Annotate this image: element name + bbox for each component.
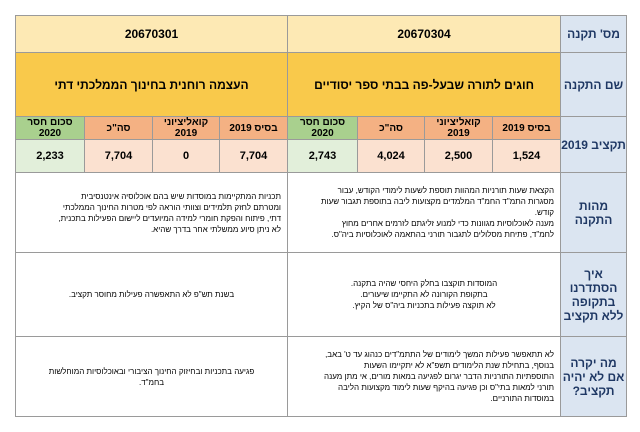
- item-2-shortfall-value: 2,233: [16, 140, 85, 173]
- tag-number-label: מס' תקנה: [561, 16, 627, 53]
- item-1-total-value: 4,024: [358, 140, 425, 173]
- budget-table-sheet: [15, 15, 626, 417]
- item-1-coping: [288, 253, 561, 337]
- item-2-nature: [16, 173, 288, 253]
- item-1-nature-line: לחמ"ד, פתיחת מסלולים לתגבור תורני בהתאמה לאוכלוסיות ביה"ס.: [331, 230, 555, 239]
- item-2-nature-line: לא ניתן סיוע ממשלתי אחר בדרך שהיא.: [150, 224, 282, 234]
- coping-label: איך הסתדרנו בתקופה ללא תקציב: [561, 253, 627, 337]
- item-2-consequence: [16, 337, 288, 417]
- coping-row: [16, 253, 627, 337]
- item-2-nature-line: דתי, פיתוח והפקת חומרי למידה המיועדים ליישום הפעילות בתכנית,: [58, 213, 282, 223]
- item-1-code: 20670304: [288, 16, 561, 53]
- item-1-consequence-line: תורני למאות בתי"ס וכן פגיעה בהיקף שעות לימוד מקצועות הליבה: [338, 383, 555, 392]
- budget-2019-label: תקציב 2019: [561, 117, 627, 173]
- item-1-coping-line: לא תוקצה פעילות בתכניות ביה"ס של הקיץ.: [352, 301, 496, 310]
- item-1-nature-line: הקצאת שעות תורניות המהוות תוספת לשעות לימודי הקודש, עבור: [337, 186, 555, 195]
- item-2-name: העצמה רוחנית בחינוך הממלכתי דתי: [16, 53, 288, 117]
- budget-table: [15, 15, 627, 417]
- item-2-code: 20670301: [16, 16, 288, 53]
- item-2-coping-line: בשנת תש"פ לא התאפשרה פעילות מחוסר תקציב.: [68, 290, 235, 299]
- item-2-coalition-header: קואליציוני 2019: [153, 117, 220, 140]
- item-2-base-value: 7,704: [220, 140, 288, 173]
- item-2-coalition-value: 0: [153, 140, 220, 173]
- nature-row: [16, 173, 627, 253]
- item-1-consequence-line: התוספתיות התורניות הדבר יגרום לפגיעה במאות מורים, אי מתן מענה: [324, 372, 555, 381]
- item-1-shortfall-header: סכום חסר 2020: [288, 117, 358, 140]
- item-2-shortfall-header: סכום חסר 2020: [16, 117, 85, 140]
- item-1-coping-line: המוסדות תוקצבו בחלק היחסי שהיה בתקנה.: [350, 279, 498, 288]
- consequence-label: מה יקרה אם לא יהיה תקציב?: [561, 337, 627, 417]
- item-1-nature-line: מסגרות התמ"ד החמ"ד המלמדים מקצועות ליבה בתוספת תגבור שעות: [320, 197, 555, 206]
- item-1-base-value: 1,524: [493, 140, 561, 173]
- item-1-base-header: בסיס 2019: [493, 117, 561, 140]
- item-1-coalition-header: קואליציוני 2019: [425, 117, 493, 140]
- item-1-shortfall-value: 2,743: [288, 140, 358, 173]
- item-2-coping: [16, 253, 288, 337]
- item-1-name: חוגים לתורה שבעל-פה בבתי ספר יסודיים: [288, 53, 561, 117]
- item-2-nature-line: ומטרתם לחזק תלמידים וצוותי הוראה לפי מטרות החינוך הממלכתי: [62, 202, 282, 212]
- item-2-consequence-line: פגיעה בתכניות ובחיזוק החינוך הציבורי ובאוכלוסיות המוחלשות: [48, 366, 255, 376]
- tag-number-row: [16, 16, 627, 53]
- item-1-nature: [288, 173, 561, 253]
- item-1-consequence-line: במוסדות התורניים.: [490, 394, 555, 403]
- item-1-consequence-line: לא תתאפשר פעילות המשך לימודים של התתמ"דים כנהוג עד ט' באב,: [325, 350, 555, 359]
- budget-value-row: [16, 140, 627, 173]
- item-1-coalition-value: 2,500: [425, 140, 493, 173]
- item-2-total-header: סה"כ: [85, 117, 153, 140]
- item-1-nature-line: מענה לאוכלוסיות מגוונות כדי למנוע זליגתם לזרמים אחרים מחוץ: [341, 219, 555, 228]
- item-2-nature-line: תכניות המתקיימות במוסדות שיש בהם אוכלוסיה אינטנסיבית: [81, 191, 282, 201]
- tag-name-label: שם התקנה: [561, 53, 627, 117]
- item-1-consequence: [288, 337, 561, 417]
- item-2-total-value: 7,704: [85, 140, 153, 173]
- item-1-total-header: סה"כ: [358, 117, 425, 140]
- item-2-base-header: בסיס 2019: [220, 117, 288, 140]
- item-2-consequence-line: בחמ"ד.: [138, 377, 165, 387]
- item-1-coping-line: בתקופת הקורונה לא התקיימו שיעורים.: [360, 290, 488, 299]
- nature-label: מהות התקנה: [561, 173, 627, 253]
- item-1-nature-line: קודש.: [534, 208, 555, 217]
- consequence-row: [16, 337, 627, 417]
- budget-header-row: [16, 117, 627, 140]
- tag-name-row: [16, 53, 627, 117]
- item-1-consequence-line: בנוסף, בתחילת שנת הלימודים תשפ"א לא יתקיימו השעות: [363, 361, 555, 370]
